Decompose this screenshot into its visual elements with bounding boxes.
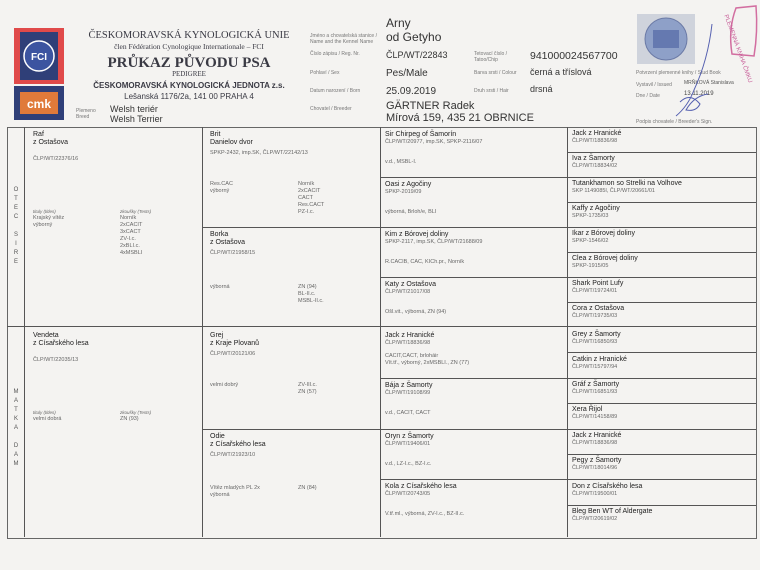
label-hair: Druh srsti / Hair bbox=[474, 88, 509, 94]
dog-hair: drsná bbox=[530, 84, 553, 94]
gen4-11: Gráf z Šamorty ČLP/WT/16851/93 bbox=[572, 381, 620, 395]
gen2-4-titles: Vítěz mladých PL 2x výborná bbox=[210, 485, 260, 498]
gen2-1-tests: Norník 2xCACIT CACT Res.CACT PZ-I.c. bbox=[298, 181, 325, 215]
gen4-8: Cora z Ostašova ČLP/WT/19735/03 bbox=[572, 305, 625, 319]
gen4-12: Xera Řijol ČLP/WT/14158/89 bbox=[572, 406, 618, 420]
label-dob: Datum narození / Born bbox=[310, 88, 361, 94]
document-subtitle: PEDIGREE bbox=[172, 70, 206, 78]
gen4-6: Clea z Bórovej doliny SPKP-1915/05 bbox=[572, 255, 638, 269]
gen2-2-tests: ZN (94) BL-II.c. MSBL-II.c. bbox=[298, 284, 324, 304]
header-org bbox=[84, 30, 294, 102]
gen4-14: Pegy z Šamorty ČLP/WT/18014/96 bbox=[572, 457, 622, 471]
breed-label-en: Breed bbox=[76, 114, 90, 120]
gen3-8: Kola z Císařského lesa ČLP/WT/20743/05 V.tř.ml., výborná, ZV-I.c., BZ-II.c. bbox=[385, 483, 465, 517]
gen4-4: Kaffy z Agočiny SPKP-1735/03 bbox=[572, 205, 620, 219]
gen3-6: Bája z Šamorty ČLP/WT/19108/99 v.d., CACIT, CACT bbox=[385, 382, 433, 416]
sire-kennel: z Ostašova bbox=[33, 139, 69, 146]
gen2-2: Borka z Ostašova ČLP/WT/21958/15 bbox=[210, 231, 256, 256]
dog-kennel: od Getyho bbox=[386, 30, 442, 44]
label-breeder-sign: Podpis chovatele / Breeder's Sign. bbox=[636, 119, 713, 125]
gen4-10: Catkin z Hranické ČLP/WT/15797/94 bbox=[572, 356, 627, 370]
org-line2: člen Fédération Cynologique Internationale – FCI bbox=[114, 42, 264, 51]
section-dam-label: M A T K A D A M bbox=[13, 389, 19, 467]
breeder-address: Mírová 159, 435 21 OBRNICE bbox=[386, 112, 534, 124]
breed-en: Welsh Terrier bbox=[110, 114, 163, 124]
dam-cell bbox=[33, 332, 198, 364]
gen2-3-titles: velmi dobrý bbox=[210, 382, 239, 388]
fci-cmkj-logo bbox=[12, 26, 66, 122]
label-colour: Barva srsti / Colour bbox=[474, 70, 517, 76]
gen3-1: Sir Chirpeg of Šamorín ČLP/WT/20977, imp.SK, SPKP-2116/07 v.d., MSBL-I. bbox=[385, 131, 483, 165]
dog-colour: černá a tříslová bbox=[530, 67, 592, 77]
dog-reg: ČLP/WT/22843 bbox=[386, 50, 448, 60]
label-breeder: Chovatel / Breeder bbox=[310, 106, 352, 112]
org-line1: ČESKOMORAVSKÁ KYNOLOGICKÁ UNIE bbox=[88, 30, 290, 41]
sire-name: Raf bbox=[33, 131, 44, 138]
dam-reg: ČLP/WT/22035/13 bbox=[33, 357, 79, 363]
gen4-2: Iva z Šamorty ČLP/WT/18834/02 bbox=[572, 155, 618, 169]
signature bbox=[650, 20, 740, 120]
gen3-2: Oasi z Agočiny SPKP-2019/09 výborná, Brloh/e, BLI bbox=[385, 181, 437, 215]
dog-born: 25.09.2019 bbox=[386, 86, 437, 97]
gen2-1: Brit Danielov dvor SPKP-2432, imp.SK, ČLP/WT/22142/13 bbox=[210, 131, 308, 156]
gen4-15: Don z Císařského lesa ČLP/WT/19500/01 bbox=[572, 483, 643, 497]
dog-name: Arny bbox=[386, 16, 411, 30]
gen3-5: Jack z Hranické ČLP/WT/18836/98 CACIT,CACT, brloháir Vít.tř., výborný, 2xMSBLI., ZN (77) bbox=[385, 332, 470, 366]
gen2-4: Odie z Císařského lesa ČLP/WT/21923/10 bbox=[210, 433, 266, 458]
gen4-13: Jack z Hranické ČLP/WT/18836/98 bbox=[572, 432, 622, 446]
stamp-text: PLEMENNÁ KNIHA ČMKU bbox=[722, 14, 753, 84]
sire-titles: tituly (titles) Krajský vítěz výborný bbox=[33, 209, 65, 228]
dam-kennel: z Císařského lesa bbox=[33, 340, 89, 347]
gen2-1-titles: Res.CAC výborný bbox=[210, 181, 233, 194]
gen4-5: Ikar z Bórovej doliny SPKP-1546/02 bbox=[572, 230, 636, 244]
label-issued: Vystavil / Issued bbox=[636, 82, 672, 88]
sire-reg: ČLP/WT/22376/16 bbox=[33, 156, 79, 162]
gen2-3-tests: ZV-III.c. ZN (57) bbox=[298, 382, 317, 395]
issue-date: 13.11.2019 bbox=[684, 91, 714, 97]
gen4-3: Tutankhamon so Strelki na Volhove SKP 1149085l, ČLP/WT/20661/01 bbox=[572, 180, 682, 194]
issued-by: MRŇKOVÁ Stanislava bbox=[684, 80, 734, 86]
gen2-2-titles: výborná bbox=[210, 284, 230, 290]
gen4-7: Shark Point Lufy ČLP/WT/19724/01 bbox=[572, 280, 624, 294]
union-name: ČESKOMORAVSKÁ KYNOLOGICKÁ JEDNOTA z.s. bbox=[93, 81, 285, 90]
gen2-4-tests: ZN (84) bbox=[298, 485, 317, 491]
sire-cell bbox=[33, 131, 198, 163]
label-sex: Pohlaví / Sex bbox=[310, 70, 340, 76]
dam-name: Vendeta bbox=[33, 332, 59, 339]
dam-tests: zkoušky (Tests) ZN (93) bbox=[120, 410, 152, 422]
gen4-1: Jack z Hranické ČLP/WT/18836/98 bbox=[572, 130, 622, 144]
dog-chip: 941000024567700 bbox=[530, 50, 618, 62]
breed-cz: Welsh teriér bbox=[110, 104, 158, 114]
gen3-4: Katy z Ostašova ČLP/WT/21017/08 Ošl.vit., výborná, ZN (94) bbox=[385, 281, 447, 315]
svg-text:cmk: cmk bbox=[26, 97, 52, 111]
dog-sex: Pes/Male bbox=[386, 68, 428, 79]
gen4-16: Bleg Ben WT of Aldergate ČLP/WT/20619/02 bbox=[572, 508, 653, 522]
gen4-9: Grey z Šamorty ČLP/WT/16850/93 bbox=[572, 331, 621, 345]
gen3-7: Oryn z Šamorty ČLP/WT/19406/01 v.d., LZ-I.c., BZ-I.c. bbox=[385, 433, 434, 467]
union-address: Lešanská 1176/2a, 141 00 PRAHA 4 bbox=[124, 92, 254, 101]
label-date: Dne / Date bbox=[636, 93, 660, 99]
gen2-3: Grej z Kraje Plovanů ČLP/WT/20121/06 bbox=[210, 332, 260, 357]
label-reg: Číslo zápisu / Reg. Nr. bbox=[310, 51, 360, 57]
label-chip: Tetovací číslo / Tatoo/Chip bbox=[474, 51, 508, 63]
label-name: Jméno a chovatelská stanice / Name and the Kennel Name bbox=[310, 33, 377, 45]
label-studbook: Potvrzení plemenné knihy / Stud Book bbox=[636, 70, 721, 76]
dam-titles: tituly (titles) velmi dobrá bbox=[33, 410, 62, 422]
section-sire-label: O T E C S I R E bbox=[13, 187, 19, 265]
breed-label-cz: Plemeno bbox=[76, 108, 96, 114]
document-title: PRŮKAZ PŮVODU PSA bbox=[107, 55, 271, 71]
sire-tests: zkoušky (Tests) Norník 2xCACIT 3xCACT ZV-I.c. 2xBLI.c. 4xMSBLI bbox=[120, 209, 152, 256]
svg-text:FCI: FCI bbox=[30, 52, 48, 63]
breeder-name: GÄRTNER Radek bbox=[386, 100, 475, 112]
gen3-3: Kim z Bórovej doliny SPKP-2117, imp.SK, ČLP/WT/21688/09 R.CACIB, CAC, KICh.pr., Norník bbox=[385, 231, 483, 265]
